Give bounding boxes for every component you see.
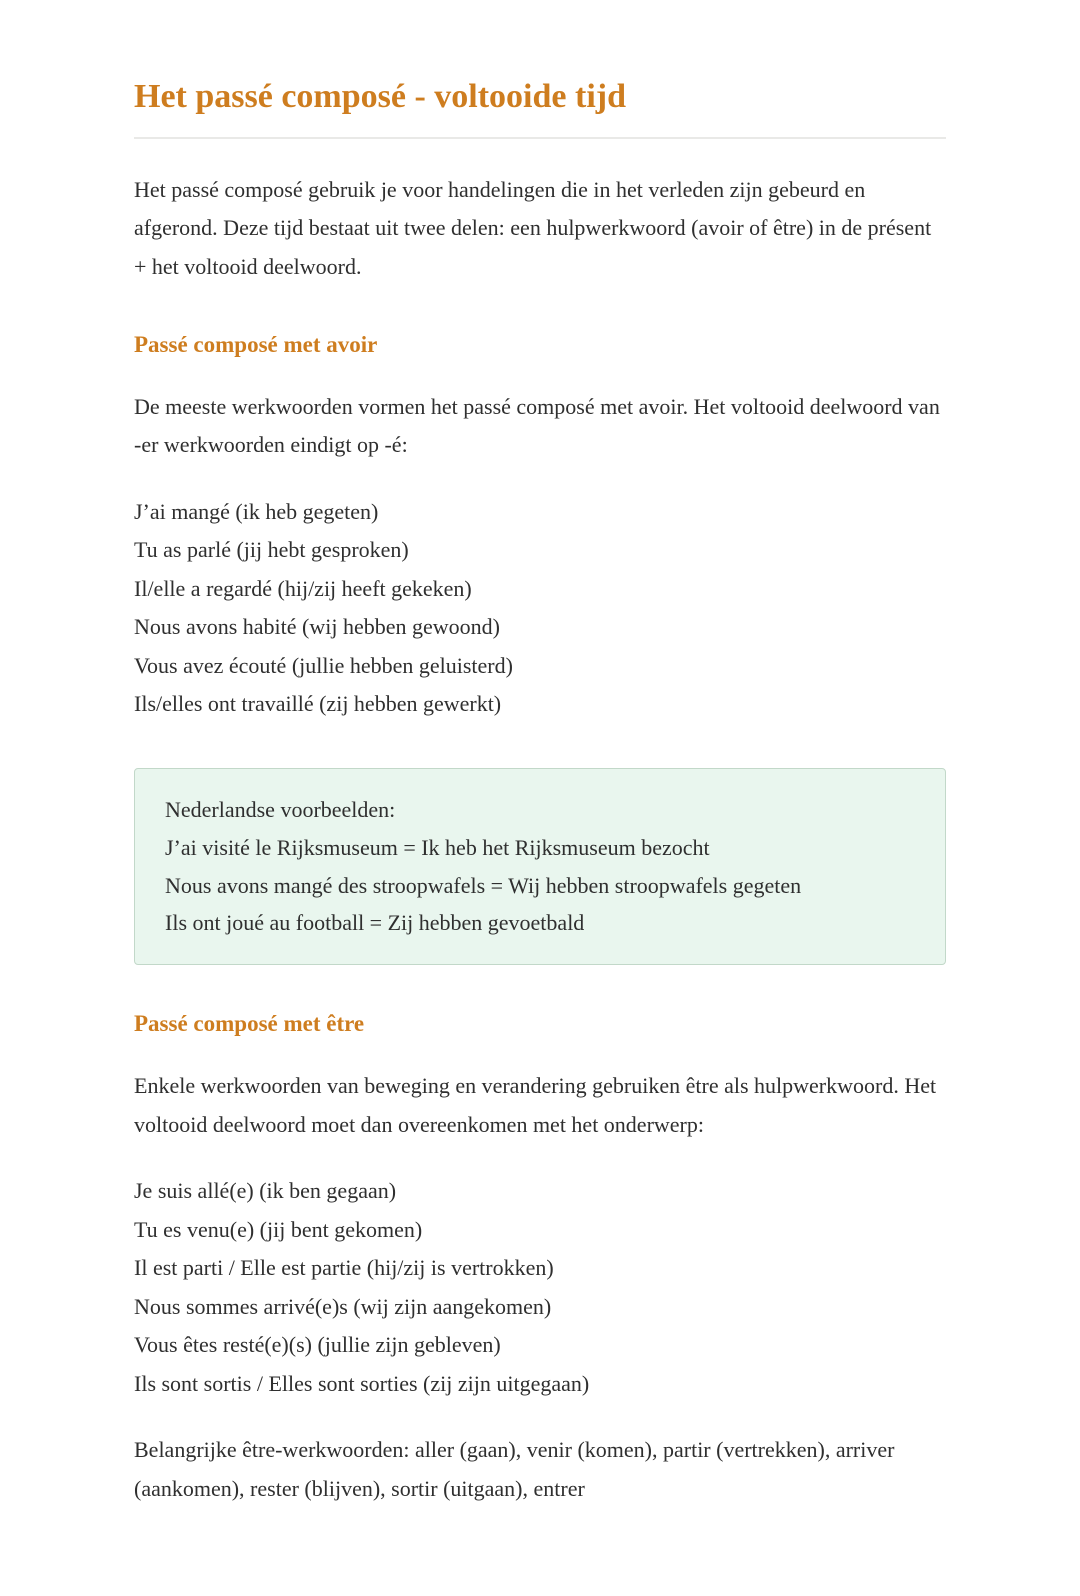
etre-example-line: Tu es venu(e) (jij bent gekomen) [134,1216,423,1242]
page-title: Het passé composé - voltooide tijd [134,78,627,115]
callout-example-line: J’ai visité le Rijksmuseum = Ik heb het Rijksmuseum bezocht [165,834,710,860]
etre-example-line: Nous sommes arrivé(e)s (wij zijn aangekomen) [134,1293,552,1319]
etre-example-line: Ils sont sortis / Elles sont sorties (zij zijn uitgegaan) [134,1370,590,1396]
callout-example-line: Nous avons mangé des stroopwafels = Wij hebben stroopwafels gegeten [165,872,802,898]
intro-paragraph: Het passé composé gebruik je voor handelingen die in het verleden zijn gebeurd en afgerond. Deze tijd bestaat uit twee delen: een hulpwerkwoord (avoir of être) in de présent + het voltooid deelwoord. [134,176,932,279]
avoir-example-line: Nous avons habité (wij hebben gewoond) [134,614,500,640]
avoir-intro-paragraph: De meeste werkwoorden vormen het passé composé met avoir. Het voltooid deelwoord van -er werkwoorden eindigt op -é: [134,393,940,458]
title-divider [134,137,946,139]
section-heading-avoir: Passé composé met avoir [134,332,378,357]
etre-note-paragraph: Belangrijke être-werkwoorden: aller (gaan), venir (komen), partir (vertrekken), arriver (aankomen), rester (blijven), sortir (uitgaan), entrer [134,1437,895,1501]
etre-intro-paragraph: Enkele werkwoorden van beweging en verandering gebruiken être als hulpwerkwoord. Het voltooid deelwoord moet dan overeenkomen met het onderwerp: [134,1073,937,1137]
section-heading-etre: Passé composé met être [134,1011,365,1037]
avoir-example-line: Vous avez écouté (jullie hebben geluisterd) [134,652,513,678]
etre-examples [134,1172,946,1403]
dutch-examples-callout [134,768,946,965]
etre-example-line: Il est parti / Elle est partie (hij/zij is vertrokken) [134,1255,554,1281]
callout-title: Nederlandse voorbeelden: [165,796,396,822]
avoir-examples [134,493,946,724]
notes-article [134,0,946,1596]
etre-example-line: Je suis allé(e) (ik ben gegaan) [134,1178,397,1204]
avoir-example-line: Ils/elles ont travaillé (zij hebben gewerkt) [134,691,502,717]
etre-example-line: Vous êtes resté(e)(s) (jullie zijn gebleven) [134,1332,501,1358]
avoir-example-line: J’ai mangé (ik heb gegeten) [134,498,379,524]
avoir-example-line: Il/elle a regardé (hij/zij heeft gekeken) [134,575,472,601]
avoir-example-line: Tu as parlé (jij hebt gesproken) [134,537,409,563]
callout-example-line: Ils ont joué au football = Zij hebben gevoetbald [165,910,585,936]
